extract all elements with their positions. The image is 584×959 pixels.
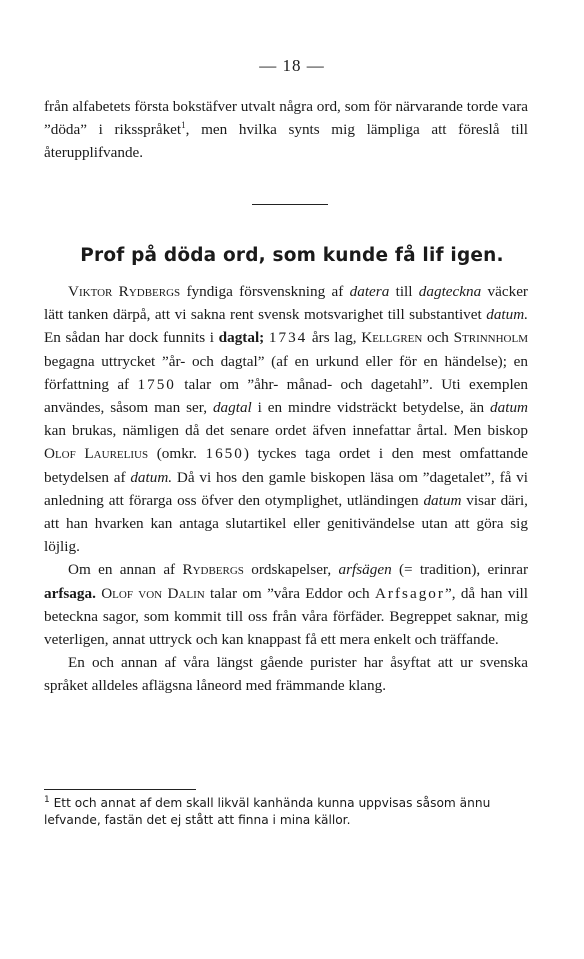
section-heading: Prof på döda ord, som kunde få lif igen.	[80, 245, 504, 266]
name-olof-von-dalin: Olof von Dalin	[101, 584, 205, 602]
name-rydberg: Rydbergs	[182, 561, 244, 579]
text-span: talar om ”åhr- månad- och dagetahl”. Uti exemplen användes, såsom man ser,	[44, 375, 529, 417]
text-span: En sådan har dock funnits i	[44, 329, 219, 347]
term-dagtal: dagtal;	[218, 329, 265, 347]
text-span: Då vi hos den gamle biskopen läsa om ”dagetalet”, få vi anledning att förarga oss öfver den otymplighet, utländingen	[44, 468, 528, 509]
footnote-mark: 1	[44, 794, 50, 805]
page-number: — 18 —	[259, 56, 325, 75]
term-datum: datum.	[130, 468, 173, 486]
year-1650: 1650	[205, 445, 244, 463]
text-span: väcker lätt tanken därpå, att vi sakna rent svensk motsvarighet till substantivet	[44, 283, 528, 324]
text-span: fyndiga försvenskning af	[180, 283, 350, 300]
term-datera: datera	[349, 283, 390, 300]
text-span: ordskapelser,	[243, 561, 339, 579]
term-datum: datum.	[486, 306, 528, 324]
term-arfsagor: Arfsagor	[374, 584, 445, 602]
text-span: års lag,	[307, 329, 362, 347]
text-span: ) tyckes taga ordet i den mest omfattande betydelsen af	[44, 445, 528, 486]
year-1734: 1734	[268, 329, 308, 347]
section-body	[44, 280, 528, 698]
term-arfsagen: arfsägen	[338, 561, 392, 579]
name-olof-laurelius: Olof Laurelius	[44, 445, 149, 463]
footnote-reference: 1	[181, 120, 186, 131]
text-span: Om en annan af	[68, 561, 183, 579]
text-span: begagna uttrycket ”år- och dagtal” (af en urkund eller för en händelse); en författning af	[44, 352, 528, 393]
name-kellgren: Kellgren	[361, 329, 423, 347]
text-span: (omkr.	[148, 445, 206, 463]
paragraph-1	[44, 280, 528, 558]
text-span: kan brukas, nämligen då det senare ordet äfven innefattar årtal. Men biskop	[44, 422, 528, 440]
footnote	[44, 795, 528, 829]
term-datum: datum	[490, 399, 528, 417]
text-span: (= tradition), erinrar	[391, 561, 528, 579]
term-dagtal-italic: dagtal	[212, 399, 252, 417]
section-divider	[252, 204, 328, 205]
year-1750: 1750	[137, 375, 176, 393]
footnote-divider	[44, 789, 196, 790]
paragraph-3: En och annan af våra längst gående purister har åsyftat att ur svenska språket alldeles aflägsna låneord med främmande klang.	[44, 654, 528, 695]
text-span: visar däri, att han hvarken kan antaga slutartikel eller genitivändelse utan att göra sig löjlig.	[44, 491, 528, 556]
intro-text: från alfabetets första bokstäfver utvalt några ord, som för närvarande torde vara ”döda” i riksspråket	[44, 98, 528, 139]
name-strinnholm: Strinnholm	[453, 329, 529, 347]
intro-text-after: , men hvilka synts mig lämpliga att föreslå till återupplifvande.	[44, 121, 528, 162]
text-span: i en mindre vidsträckt betydelse, än	[251, 399, 491, 417]
text-span: och	[422, 329, 454, 347]
term-dagteckna: dagteckna	[418, 283, 482, 300]
footnote-text: Ett och annat af dem skall likväl kanhända kunna uppvisas såsom ännu lefvande, fastän det ej stått att finna i mina källor.	[44, 796, 491, 827]
name-viktor-rydberg: Viktor Rydbergs	[68, 283, 181, 300]
term-arfsaga: arfsaga.	[44, 584, 96, 602]
term-datum: datum	[423, 491, 462, 509]
text-span: ”, då han vill beteckna sagor, som kommit till oss från våra förfäder. Begreppet saknar, mig veterligen, annat uttryck och kan knappast få ett mera enkelt och träffande.	[44, 584, 528, 649]
intro-paragraph	[44, 95, 528, 165]
text-span: talar om ”våra Eddor och	[204, 584, 375, 602]
text-span: till	[389, 283, 419, 300]
paragraph-2	[44, 558, 528, 651]
